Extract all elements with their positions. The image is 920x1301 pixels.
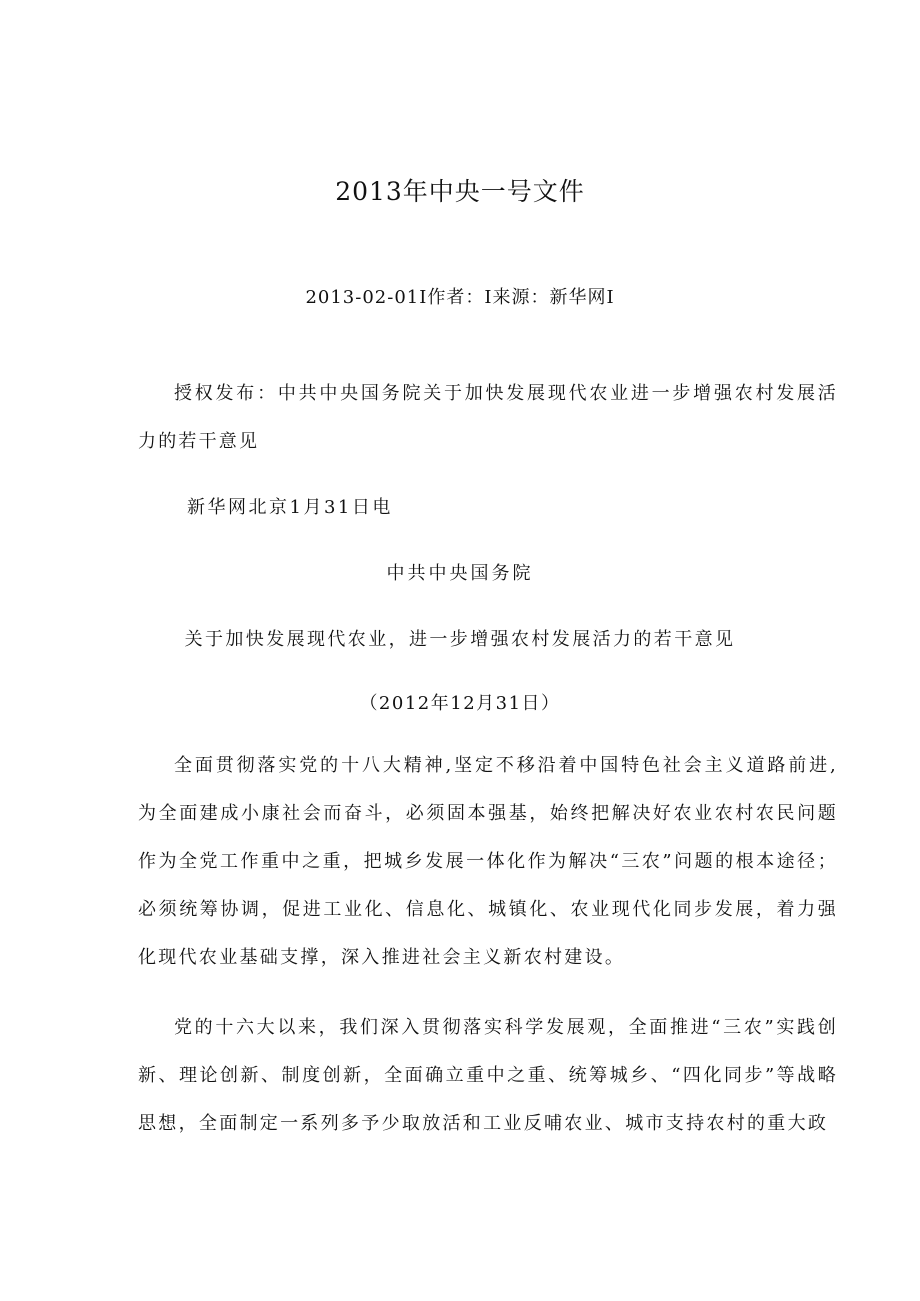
meta-line: 2013-02-01I作者：I来源：新华网I: [305, 287, 615, 308]
document-subtitle: 关于加快发展现代农业，进一步增强农村发展活力的若干意见: [184, 629, 736, 650]
document-title: 2013年中央一号文件: [335, 177, 585, 206]
dateline: 新华网北京1月31日电: [187, 497, 393, 518]
issuer: 中共中央国务院: [386, 563, 534, 584]
release-heading: 授权发布：中共中央国务院关于加快发展现代农业进一步增强农村发展活力的若干意见: [138, 383, 838, 452]
paragraph-2: 党的十六大以来，我们深入贯彻落实科学发展观，全面推进“三农”实践创新、理论创新、制度创新，全面确立重中之重、统筹城乡、“四化同步”等战略思想，全面制定一系列多予少取放活和工业反哺农业、城市支持农村的重大政: [138, 1017, 838, 1134]
document-date: （2012年12月31日）: [359, 693, 561, 714]
paragraph-1: 全面贯彻落实党的十八大精神,坚定不移沿着中国特色社会主义道路前进,为全面建成小康社会而奋斗，必须固本强基，始终把解决好农业农村农民问题作为全党工作重中之重，把城乡发展一体化作为解决“三农”问题的根本途径；必须统筹协调，促进工业化、信息化、城镇化、农业现代化同步发展，着力强化现代农业基础支撑，深入推进社会主义新农村建设。: [138, 755, 838, 968]
